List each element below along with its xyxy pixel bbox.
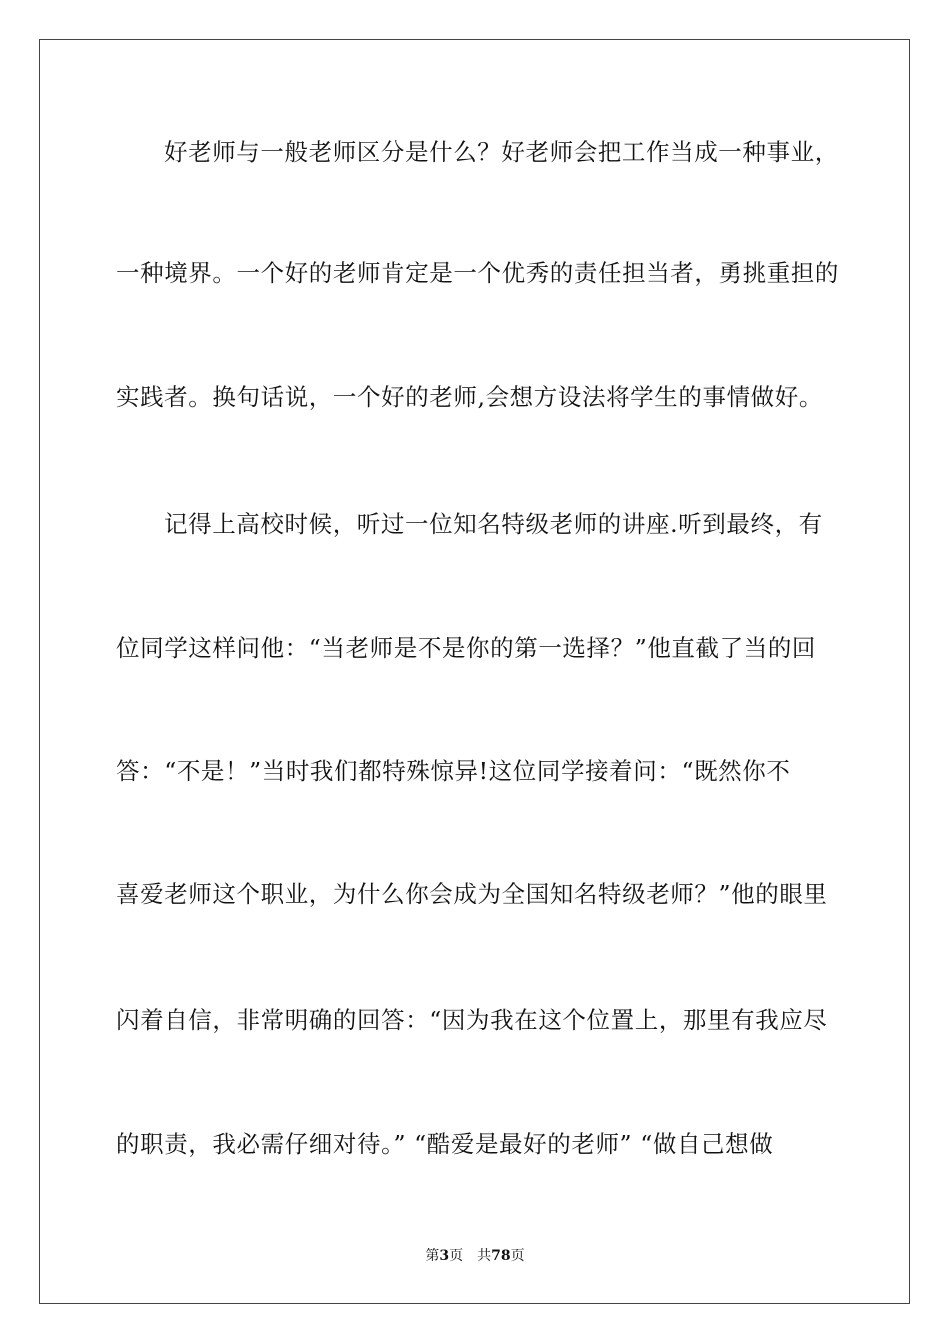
paragraph-2-line-2: 位同学这样问他：“当老师是不是你的第一选择？”他直截了当的回 bbox=[116, 634, 817, 662]
paragraph-2-line-5: 闪着自信，非常明确的回答：“因为我在这个位置上，那里有我应尽 bbox=[116, 1006, 828, 1034]
paragraph-1-line-1: 好老师与一般老师区分是什么？好老师会把工作当成一种事业， bbox=[164, 138, 839, 166]
total-prefix: 共 bbox=[477, 1248, 492, 1264]
total-suffix: 页 bbox=[510, 1248, 525, 1264]
total-pages: 78 bbox=[491, 1248, 511, 1264]
page-border bbox=[39, 39, 910, 1304]
paragraph-2-line-1: 记得上高校时候，听过一位知名特级老师的讲座.听到最终，有 bbox=[164, 510, 823, 538]
paragraph-1-line-2: 一种境界。一个好的老师肯定是一个优秀的责任担当者，勇挑重担的 bbox=[116, 259, 839, 287]
paragraph-1-line-3: 实践者。换句话说，一个好的老师,会想方设法将学生的事情做好。 bbox=[116, 383, 823, 411]
page-number: 3 bbox=[439, 1248, 450, 1264]
page-suffix: 页 bbox=[449, 1248, 464, 1264]
paragraph-2-line-3: 答：“不是！”当时我们都特殊惊异!这位同学接着问：“既然你不 bbox=[116, 757, 791, 785]
page-prefix: 第 bbox=[425, 1248, 440, 1264]
paragraph-2-line-4: 喜爱老师这个职业，为什么你会成为全国知名特级老师？”他的眼里 bbox=[116, 880, 828, 908]
paragraph-2-line-6: 的职责，我必需仔细对待。” “酷爱是最好的老师” “做自己想做 bbox=[116, 1130, 774, 1158]
page-footer bbox=[0, 1246, 950, 1266]
